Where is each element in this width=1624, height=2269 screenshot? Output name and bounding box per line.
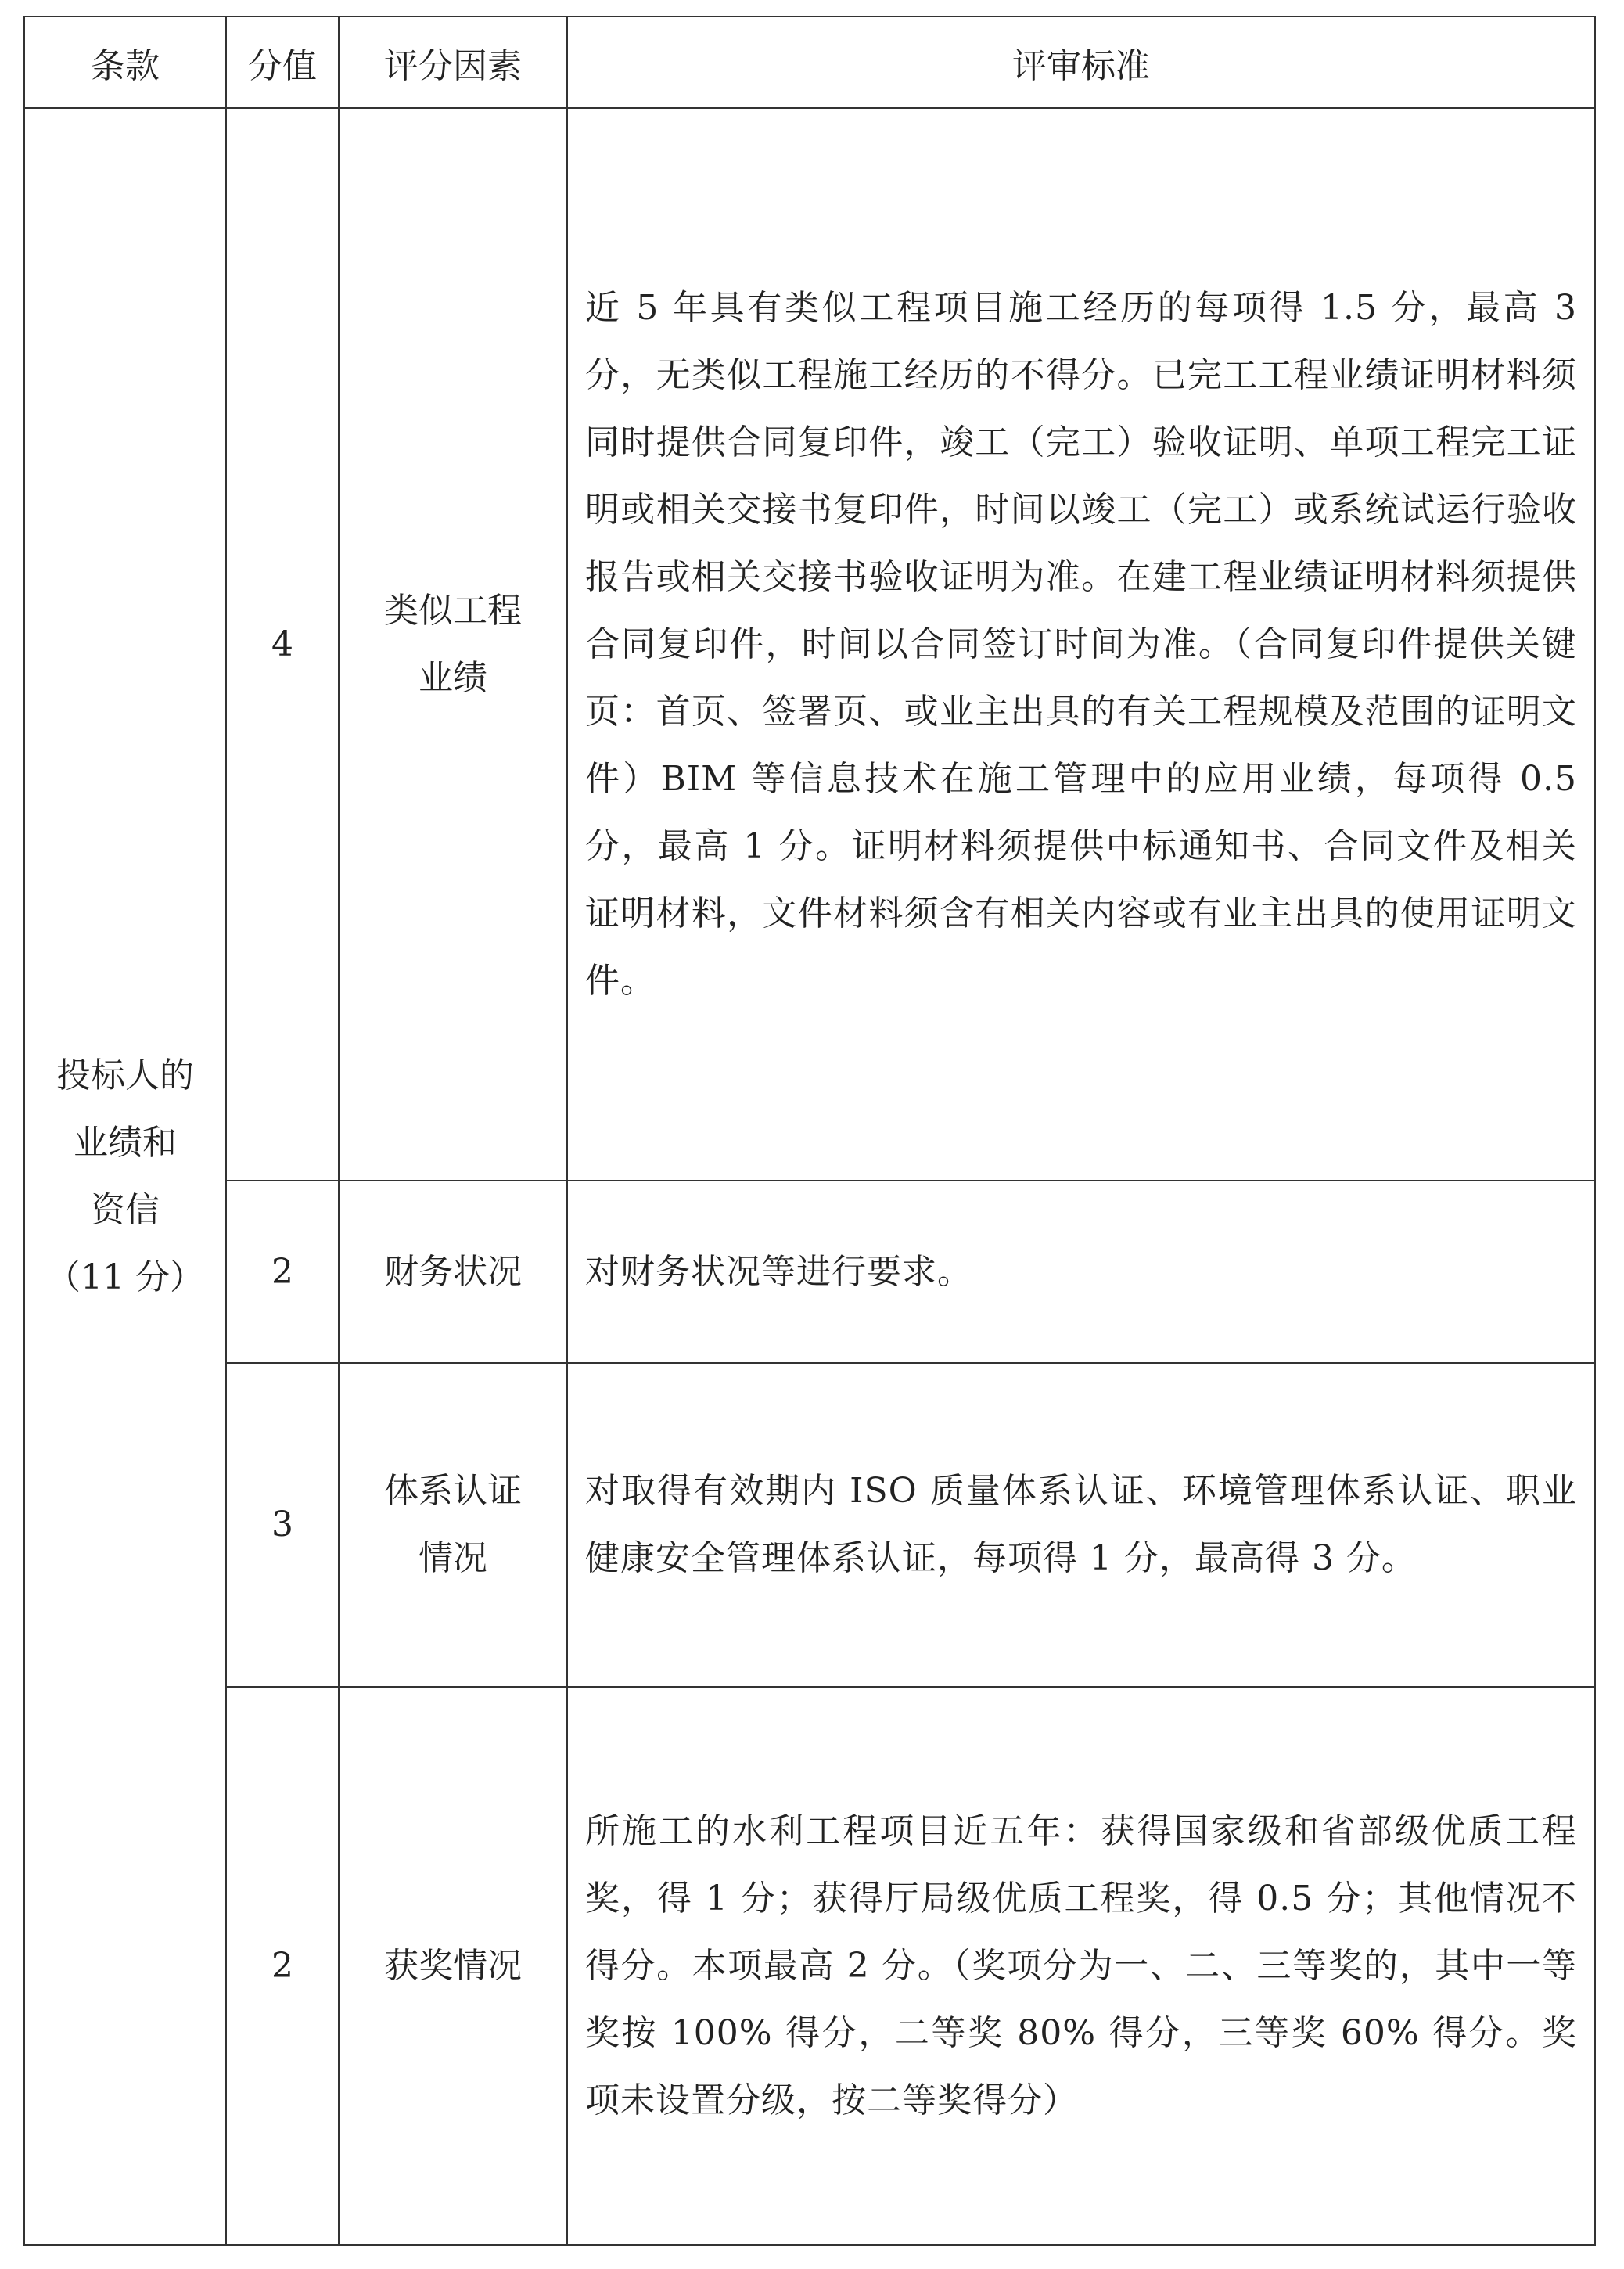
factor-cell: 财务状况 bbox=[339, 1181, 567, 1363]
header-row bbox=[24, 16, 1595, 108]
header-criteria: 评审标准 bbox=[567, 16, 1595, 108]
header-score: 分值 bbox=[226, 16, 339, 108]
table-row bbox=[24, 1363, 1595, 1687]
factor-cell bbox=[339, 1363, 567, 1687]
score-cell: 2 bbox=[226, 1181, 339, 1363]
criteria-cell: 对取得有效期内 ISO 质量体系认证、环境管理体系认证、职业健康安全管理体系认证，每项得 1 分，最高得 3 分。 bbox=[567, 1363, 1595, 1687]
score-cell: 3 bbox=[226, 1363, 339, 1687]
score-cell: 2 bbox=[226, 1687, 339, 2245]
criteria-cell: 对财务状况等进行要求。 bbox=[567, 1181, 1595, 1363]
clause-line: （11 分） bbox=[46, 1257, 204, 1297]
clause-line: 投标人的 bbox=[56, 1055, 194, 1095]
factor-line: 类似工程 bbox=[384, 590, 522, 631]
factor-cell bbox=[339, 108, 567, 1181]
header-clause: 条款 bbox=[24, 16, 226, 108]
clause-line: 业绩和 bbox=[74, 1122, 177, 1163]
factor-line: 业绩 bbox=[419, 657, 487, 698]
factor-line: 体系认证 bbox=[384, 1471, 522, 1511]
score-cell: 4 bbox=[226, 108, 339, 1181]
table-row bbox=[24, 108, 1595, 1181]
scoring-table bbox=[23, 16, 1596, 2246]
factor-line: 情况 bbox=[419, 1538, 487, 1578]
table-row bbox=[24, 1181, 1595, 1363]
factor-cell: 获奖情况 bbox=[339, 1687, 567, 2245]
clause-cell bbox=[24, 108, 226, 2245]
criteria-cell: 所施工的水利工程项目近五年：获得国家级和省部级优质工程奖，得 1 分；获得厅局级优质工程奖，得 0.5 分；其他情况不得分。本项最高 2 分。（奖项分为一、二、三等奖的，其中一等奖按 100% 得分，二等奖 80% 得分，三等奖 60% 得分。奖项未设置分级，按二等奖得分） bbox=[567, 1687, 1595, 2245]
clause-line: 资信 bbox=[91, 1189, 160, 1230]
header-factor: 评分因素 bbox=[339, 16, 567, 108]
table-row bbox=[24, 1687, 1595, 2245]
criteria-cell: 近 5 年具有类似工程项目施工经历的每项得 1.5 分，最高 3 分，无类似工程施工经历的不得分。已完工工程业绩证明材料须同时提供合同复印件，竣工（完工）验收证明、单项工程完工证明或相关交接书复印件，时间以竣工（完工）或系统试运行验收报告或相关交接书验收证明为准。在建工程业绩证明材料须提供合同复印件，时间以合同签订时间为准。（合同复印件提供关键页：首页、签署页、或业主出具的有关工程规模及范围的证明文件）BIM 等信息技术在施工管理中的应用业绩，每项得 0.5 分，最高 1 分。证明材料须提供中标通知书、合同文件及相关证明材料，文件材料须含有相关内容或有业主出具的使用证明文件。 bbox=[567, 108, 1595, 1181]
